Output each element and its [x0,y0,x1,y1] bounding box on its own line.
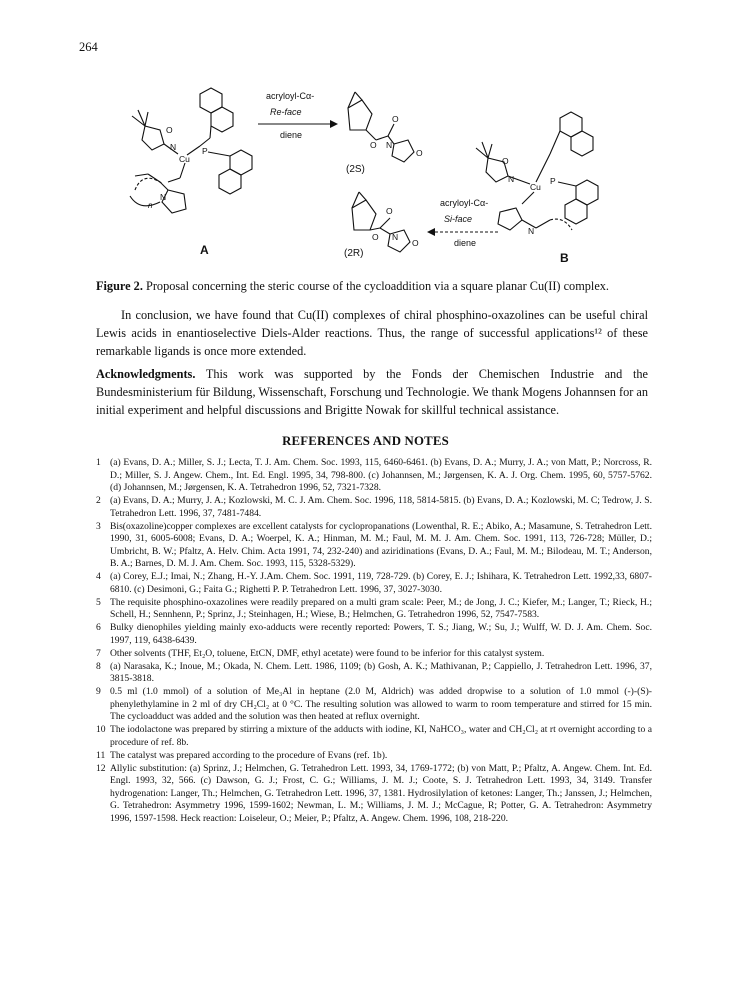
reaction-scheme-figure [90,78,650,273]
reference-item [96,750,652,763]
reference-number: 2 [96,495,101,506]
conclusion-paragraph: In conclusion, we have found that Cu(II) complexes of chiral phosphino-oxazolines can be useful chiral Lewis acids in enantioselective Diels-Alder reactions. Thus, the range of successful applications¹² of these remarkable ligands is once more extended. [96,308,648,358]
top-arrow-line1: acryloyl-Cα- [266,91,315,101]
reference-text: Bulky dienophiles yielding mainly exo-adducts were recently reported: Powers, T. S.; Jiang, W.; Su, J.; Wulff, W. D. J. Am. Chem. Soc. 1997, 119, 6438-6439. [110,622,652,646]
reference-item [96,686,652,724]
bottom-arrow-line2: Si-face [444,214,473,224]
acknowledgments-paragraph [96,365,648,419]
reference-number: 5 [96,596,101,608]
reference-number: 3 [96,520,101,532]
reference-item [96,622,652,647]
reference-number: 1 [96,457,101,468]
atom-o-b: O [502,156,509,166]
atom-o-a: O [166,125,173,135]
reference-number: 4 [96,571,101,582]
page-number: 264 [79,40,98,54]
atom-p-b: P [550,176,556,186]
label-b: B [560,251,569,265]
reference-text: (a) Narasaka, K.; Inoue, M.; Okada, N. Chem. Lett. 1986, 1109; (b) Gosh, A. K.; Mathivanan, P.; Cappiello, J. Tetrahedron Lett. 1996, 37, 3815-3818. [110,660,652,684]
reference-item [96,571,652,596]
reference-text: Other solvents (THF, Et₂O, toluene, EtCN, DMF, ethyl acetate) were found to be inferior for this catalyst system. [110,647,545,659]
reference-number: 7 [96,647,101,659]
reference-text: The catalyst was prepared according to the procedure of Evans (ref. 1b). [110,749,388,761]
top-arrow-line3: diene [280,130,303,140]
reference-number: 6 [96,622,101,633]
atom-o-2r-3: O [412,238,419,248]
reaction-scheme [90,78,650,273]
figure-caption [96,278,656,294]
reference-item [96,661,652,686]
reference-text: Bis(oxazoline)copper complexes are excellent catalysts for cyclopropanations (Lowenthal, R. E.; Abiko, A.; Masamune, S. Tetrahedron Lett. 1990, 31, 6005-6008; Evans, D. A.; Woerpel, K. A.; Hinman, M. M.; Faul, M. M. J. Am. Chem. Soc. 1991, 113, 726-728; Müller, D.; Umbricht, B. W.; Pfaltz, A. Helv. Chim. Acta 1991, 74, 232-240) and aziridinations (Evans, D. A.; Faul, M. M.; Bilodeau, M. T.; Anderson, B. A.; Barnes, D. M. J. Am. Chem. Soc. 1993, 115, 5328-5329). [110,520,652,569]
atom-cu-b: Cu [530,182,541,192]
si-face-arrowhead [427,228,435,236]
atom-n-2r: N [392,232,399,242]
atom-o-2s-2: O [370,140,377,150]
caption-text: Proposal concerning the steric course of the cycloaddition via a square planar Cu(II) complex. [142,279,609,293]
bottom-arrow-line1: acryloyl-Cα- [440,198,489,208]
reference-item [96,763,652,826]
acknowledgments-text: This work was supported by the Fonds der Chemischen Industrie and the Bundesministerium für Bildung, Wissenschaft, Forschung und Technologie. We thank Mogens Johannsen for an initial experiment and helpful discussions and Brigitte Nowak for skillful technical assistance. [96,367,648,417]
reference-item [96,724,652,749]
top-arrow-line2: Re-face [270,107,302,117]
reference-number: 10 [96,724,106,735]
reference-number: 9 [96,686,101,697]
complex-b-structure [476,112,598,230]
reference-item [96,648,652,661]
reference-text: 0.5 ml (1.0 mmol) of a solution of Me₃Al in heptane (2.0 M, Aldrich) was added dropwise to a solution of 1.0 mmol (-)-(S)-phenylethylamine in 2 ml of dry CH₂Cl₂ at 0 °C. The resulting solution was allowed to warm to room temperature and stirred for 15 min. The cycloadduct was added and the solution was then heated at reflux overnight. [110,686,652,722]
atom-n-2s: N [386,140,393,150]
atom-o-2s-1: O [392,114,399,124]
acknowledgments-heading: Acknowledgments. [96,367,196,381]
reference-number: 11 [96,749,106,761]
reference-item [96,495,652,520]
atom-cu-a: Cu [179,154,190,164]
reference-text: (a) Corey, E.J.; Imai, N.; Zhang, H.-Y. J.Am. Chem. Soc. 1991, 119, 728-729. (b) Corey, E. J.; Ishihara, K. Tetrahedron Lett. 1992,33, 6807-6810. (c) Desimoni, G.; Faita G.; Righetti P. P. Tetrahedron Lett. 1996, 37, 3027-3030. [110,571,652,595]
atom-n-a2: N [160,192,167,202]
atom-n-index-a: n [148,201,153,210]
atom-n-b2: N [528,226,535,236]
atom-o-2s-3: O [416,148,423,158]
references-list [96,457,652,826]
reference-text: The iodolactone was prepared by stirring a mixture of the adducts with iodine, KI, NaHCO₃, water and CH₂Cl₂ at rt overnight according to a procedure of ref. 8b. [110,724,652,748]
product-2r-label: (2R) [344,248,364,259]
references-heading: REFERENCES AND NOTES [282,434,449,448]
product-2r-structure [352,192,410,252]
product-2s-label: (2S) [346,164,365,175]
atom-o-2r-1: O [386,206,393,216]
reference-number: 12 [96,762,106,774]
product-2s-structure [348,92,414,162]
atom-o-2r-2: O [372,232,379,242]
label-a: A [200,243,209,257]
reference-item [96,457,652,495]
reference-text: The requisite phosphino-oxazolines were readily prepared on a multi gram scale: Peer, M.; de Jong, J. C.; Kiefer, M.; Langer, T.; Rieck, H.; Schell, H.; Sennhenn, P.; Sprinz, J.; Steinhagen, H.; Wiese, B.; Helmchen, G. Tetrahedron 1996, 52, 7547-7583. [110,596,652,620]
re-face-arrowhead [330,120,338,128]
reference-item [96,521,652,571]
atom-n-a: N [170,142,177,152]
reference-text: (a) Evans, D. A.; Murry, J. A.; Kozlowski, M. C. J. Am. Chem. Soc. 1996, 118, 5814-5815. (b) Evans, D. A.; Kozlowski, M. C; Tedrow, J. S. Tetrahedron Lett. 1996, 37, 7481-7484. [110,495,652,519]
bottom-arrow-line3: diene [454,238,477,248]
caption-label: Figure 2. [96,279,143,293]
reference-item [96,597,652,622]
atom-p-a: P [202,146,208,156]
reference-text: Allylic substitution: (a) Sprinz, J.; Helmchen, G. Tetrahedron Lett. 1993, 34, 1769-1772; (b) von Matt, P.; Pfaltz, A. Angew. Chem. Int. Ed. Engl. 1993, 32, 566. (c) Dawson, G. J.; Frost, C. G.; Williams, J. M. J.; Coote, S. J. Tetrahedron Lett. 1993, 34, 3149. Transfer hydrogenation: Langer, Th.; Helmchen, G. Tetrahedron Lett. 1996, 37, 1381. Hydrosilylation of ketones: Langer, Th.; Janssen, J.; Helmchen, G. Tetrahedron: Asymmetry 1996, 1599-1602; Newman, L. M.; Williams, J. M. J.; McCague, R; Potter, G. A. Tetrahedron: Asymmetry 1996, 1597-1598. Heck reaction: Loiseleur, O.; Meier, P.; Pfaltz, A. Angew. Chem. 1996, 108, 218-220. [110,762,652,824]
reference-text: (a) Evans, D. A.; Miller, S. J.; Lecta, T. J. Am. Chem. Soc. 1993, 115, 6460-6461. (b) Evans, D. A.; Murry, J. A.; von Matt, P.; Norcross, R. D.; Miller, S. J. Angew. Chem., Int. Ed. Engl. 1995, 34, 798-800. (c) Johannsen, M.; Jørgensen, K. A. J. Org. Chem. 1995, 60, 5757-5762. (d) Johannsen, M.; Jørgensen, K. A. Tetrahedron 1996, 52, 7321-7328. [110,457,652,493]
complex-a-structure [130,88,252,213]
atom-n-b: N [508,174,515,184]
reference-number: 8 [96,660,101,672]
